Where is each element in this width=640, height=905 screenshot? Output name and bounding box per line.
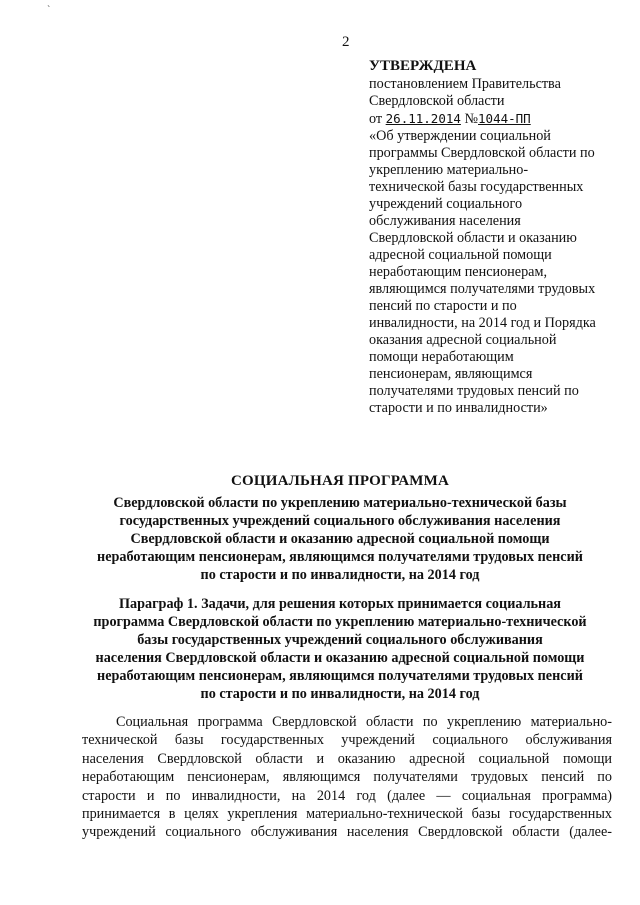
paragraph-1-heading bbox=[60, 595, 620, 703]
document-title bbox=[60, 473, 620, 584]
approval-quote-line: технической базы государственных bbox=[369, 179, 584, 195]
approval-quote-line: обслуживания населения bbox=[369, 213, 521, 229]
title-sub-line: Свердловской области по укреплению материально-технической базы bbox=[113, 495, 567, 511]
date-prefix: от bbox=[369, 111, 383, 127]
title-sub-line: неработающим пенсионерам, являющимся получателями трудовых пенсий bbox=[97, 549, 583, 565]
approval-quote-line: учреждений социального bbox=[369, 196, 523, 212]
scan-mark: ` bbox=[47, 5, 51, 16]
body-line: старости и по инвалидности, на 2014 год (далее — социальная программа) bbox=[82, 787, 612, 804]
approval-quote-line: помощи неработающим bbox=[369, 349, 514, 365]
approval-quote-line: оказания адресной социальной bbox=[369, 332, 557, 348]
number-sign: № bbox=[464, 111, 479, 127]
approval-line-2: Свердловской области bbox=[369, 93, 505, 109]
approval-quote-line: «Об утверждении социальной bbox=[369, 128, 551, 144]
paragraph-heading-line: по старости и по инвалидности, на 2014 год bbox=[200, 686, 480, 702]
paragraph-heading-line: базы государственных учреждений социального обслуживания bbox=[137, 632, 543, 648]
page-number: 2 bbox=[342, 34, 350, 50]
body-line: населения Свердловской области и оказанию адресной социальной помощи bbox=[82, 750, 612, 767]
approval-block bbox=[369, 58, 631, 417]
body-paragraph bbox=[82, 713, 612, 842]
paragraph-heading-line: населения Свердловской области и оказанию адресной социальной помощи bbox=[95, 650, 585, 666]
approval-number: 1044-ПП bbox=[478, 111, 531, 126]
paragraph-heading-line: программа Свердловской области по укреплению материально-технической bbox=[93, 614, 587, 630]
body-line: неработающим пенсионерам, являющимся получателями трудовых пенсий по bbox=[82, 769, 612, 786]
approval-date-line bbox=[369, 110, 631, 128]
approval-quote-line: являющимся получателями трудовых bbox=[369, 281, 596, 297]
body-line: Социальная программа Свердловской области по укреплению материально- bbox=[116, 714, 612, 730]
approval-quote-line: старости и по инвалидности» bbox=[369, 400, 548, 416]
approval-quote-line: неработающим пенсионерам, bbox=[369, 264, 547, 280]
body-line: учреждений социального обслуживания населения Свердловской области (далее- bbox=[82, 824, 612, 841]
approval-quote-line: адресной социальной помощи bbox=[369, 247, 552, 263]
title-sub-line: Свердловской области и оказанию адресной социальной помощи bbox=[130, 531, 550, 547]
body-line: принимается в целях укрепления материально-технической базы государственных bbox=[82, 806, 612, 823]
approval-quote-line: пенсий по старости и по bbox=[369, 298, 517, 314]
paragraph-heading-line: Параграф 1. Задачи, для решения которых принимается социальная bbox=[119, 596, 561, 612]
title-sub-line: по старости и по инвалидности, на 2014 год bbox=[200, 567, 480, 583]
approval-quote-line: программы Свердловской области по bbox=[369, 145, 595, 161]
approval-heading: УТВЕРЖДЕНА bbox=[369, 58, 477, 74]
approval-date: 26.11.2014 bbox=[385, 111, 461, 126]
title-main: СОЦИАЛЬНАЯ ПРОГРАММА bbox=[230, 473, 450, 489]
body-line: технической базы государственных учреждений социального обслуживания bbox=[82, 732, 612, 749]
approval-quote-line: укреплению материально- bbox=[369, 162, 529, 178]
approval-quote-line: пенсионерам, являющимся bbox=[369, 366, 533, 382]
paragraph-heading-line: неработающим пенсионерам, являющимся получателями трудовых пенсий bbox=[97, 668, 583, 684]
approval-quote-line: получателями трудовых пенсий по bbox=[369, 383, 579, 399]
title-sub-line: государственных учреждений социального обслуживания населения bbox=[119, 513, 561, 529]
approval-quote-line: инвалидности, на 2014 год и Порядка bbox=[369, 315, 596, 331]
approval-line-1: постановлением Правительства bbox=[369, 76, 561, 92]
approval-quote-line: Свердловской области и оказанию bbox=[369, 230, 577, 246]
